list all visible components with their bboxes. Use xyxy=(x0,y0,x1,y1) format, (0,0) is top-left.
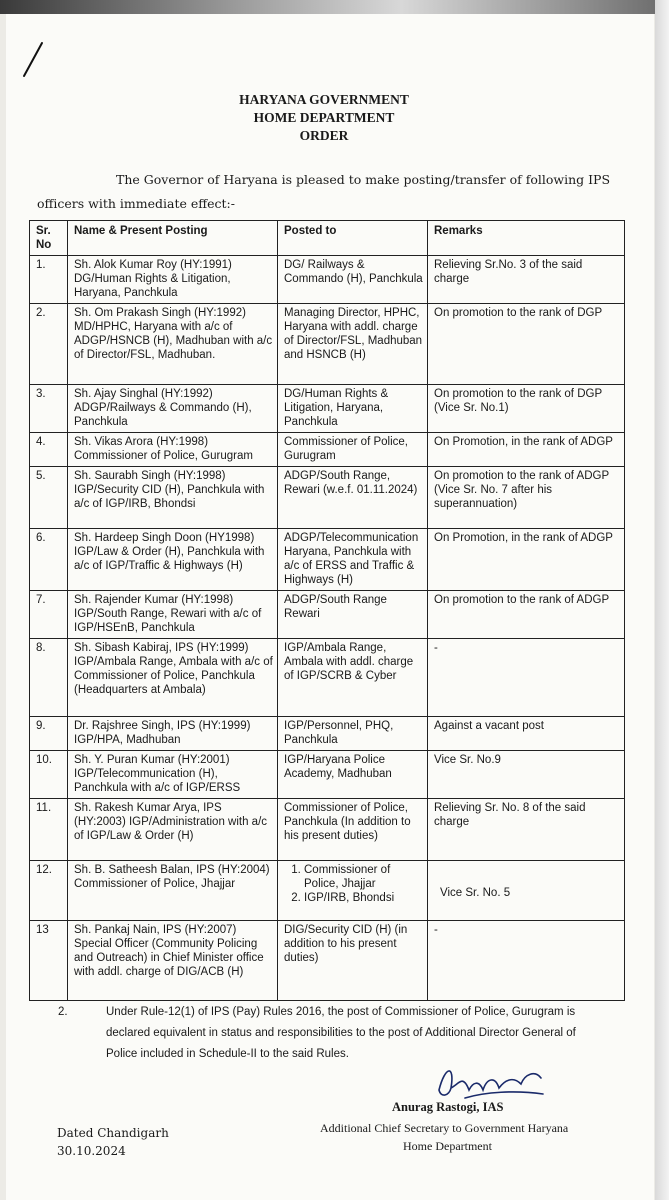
cell-posted-to: DIG/Security CID (H) (in addition to his present duties) xyxy=(278,921,428,1001)
cell-remarks: - xyxy=(428,639,625,717)
cell-sr: 10. xyxy=(30,751,68,799)
table-row xyxy=(30,751,625,799)
cell-posted-to: IGP/Personnel, PHQ, Panchkula xyxy=(278,717,428,751)
table-row xyxy=(30,385,625,433)
header-sr-no: Sr. No xyxy=(30,221,68,256)
cell-name: Sh. Alok Kumar Roy (HY:1991) DG/Human Rights & Litigation, Haryana, Panchkula xyxy=(68,256,278,304)
cell-name: Sh. Hardeep Singh Doon (HY1998) IGP/Law & Order (H), Panchkula with a/c of IGP/Traffic & Highways (H) xyxy=(68,529,278,591)
cell-posted-to xyxy=(278,861,428,921)
cell-sr: 2. xyxy=(30,304,68,385)
paragraph-2-line-3: Police included in Schedule-II to the said Rules. xyxy=(106,1048,349,1060)
paragraph-2-number: 2. xyxy=(58,1006,68,1018)
cell-sr: 1. xyxy=(30,256,68,304)
cell-sr: 4. xyxy=(30,433,68,467)
paragraph-2-line-1: Under Rule-12(1) of IPS (Pay) Rules 2016, the post of Commissioner of Police, Gurugram is xyxy=(106,1006,576,1018)
header-name-present-posting: Name & Present Posting xyxy=(68,221,278,256)
table-header-row xyxy=(30,221,625,256)
cell-remarks: On promotion to the rank of ADGP (Vice Sr. No. 7 after his superannuation) xyxy=(428,467,625,529)
table-row xyxy=(30,433,625,467)
cell-name: Sh. Vikas Arora (HY:1998) Commissioner of Police, Gurugram xyxy=(68,433,278,467)
cell-name: Sh. B. Satheesh Balan, IPS (HY:2004) Commissioner of Police, Jhajjar xyxy=(68,861,278,921)
dated-date: 30.10.2024 xyxy=(57,1144,126,1158)
table-row xyxy=(30,467,625,529)
cell-remarks: - xyxy=(428,921,625,1001)
cell-posted-to: IGP/Ambala Range, Ambala with addl. charge of IGP/SCRB & Cyber xyxy=(278,639,428,717)
cell-sr: 5. xyxy=(30,467,68,529)
cell-sr: 9. xyxy=(30,717,68,751)
list-item: 1. Commissioner of Police, Jhajjar xyxy=(304,863,423,891)
intro-line-1: The Governor of Haryana is pleased to make posting/transfer of following IPS xyxy=(116,172,611,187)
cell-name: Sh. Om Prakash Singh (HY:1992) MD/HPHC, Haryana with a/c of ADGP/HSNCB (H), Madhuban with a/c of Director/FSL, Madhuban. xyxy=(68,304,278,385)
posting-table xyxy=(29,220,625,1001)
table-row xyxy=(30,639,625,717)
cell-posted-to: DG/ Railways & Commando (H), Panchkula xyxy=(278,256,428,304)
cell-remarks: Against a vacant post xyxy=(428,717,625,751)
cell-sr: 8. xyxy=(30,639,68,717)
header-posted-to: Posted to xyxy=(278,221,428,256)
scan-top-edge xyxy=(0,0,669,14)
cell-name: Dr. Rajshree Singh, IPS (HY:1999) IGP/HPA, Madhuban xyxy=(68,717,278,751)
dated-place: Dated Chandigarh xyxy=(57,1126,169,1140)
table-row xyxy=(30,799,625,861)
paragraph-2-line-2: declared equivalent in status and responsibilities to the post of Additional Director General of xyxy=(106,1027,576,1039)
intro-line-2: officers with immediate effect:- xyxy=(37,196,235,211)
cell-sr: 11. xyxy=(30,799,68,861)
header-line-1: HARYANA GOVERNMENT xyxy=(239,92,409,107)
list-item: 2. IGP/IRB, Bhondsi xyxy=(304,891,423,905)
posted-to-list xyxy=(284,863,423,905)
cell-posted-to: ADGP/South Range Rewari xyxy=(278,591,428,639)
cell-remarks: Vice Sr. No.9 xyxy=(428,751,625,799)
cell-name: Sh. Pankaj Nain, IPS (HY:2007) Special Officer (Community Policing and Outreach) in Chief Minister office with addl. charge of DIG/ACB (H) xyxy=(68,921,278,1001)
scan-right-edge xyxy=(655,0,669,1200)
cell-remarks: On promotion to the rank of DGP (Vice Sr. No.1) xyxy=(428,385,625,433)
header-line-2: HOME DEPARTMENT xyxy=(253,110,395,125)
cell-posted-to: IGP/Haryana Police Academy, Madhuban xyxy=(278,751,428,799)
cell-posted-to: Commissioner of Police, Panchkula (In addition to his present duties) xyxy=(278,799,428,861)
cell-sr: 3. xyxy=(30,385,68,433)
table-row xyxy=(30,717,625,751)
cell-remarks: Relieving Sr. No. 8 of the said charge xyxy=(428,799,625,861)
cell-sr: 6. xyxy=(30,529,68,591)
cell-name: Sh. Saurabh Singh (HY:1998) IGP/Security CID (H), Panchkula with a/c of IGP/IRB, Bhondsi xyxy=(68,467,278,529)
cell-sr: 7. xyxy=(30,591,68,639)
table-row xyxy=(30,861,625,921)
cell-remarks: On promotion to the rank of ADGP xyxy=(428,591,625,639)
cell-name: Sh. Ajay Singhal (HY:1992) ADGP/Railways & Commando (H), Panchkula xyxy=(68,385,278,433)
cell-remarks: Vice Sr. No. 5 xyxy=(428,861,625,921)
header-line-3: ORDER xyxy=(299,128,349,143)
table-row xyxy=(30,921,625,1001)
cell-posted-to: Commissioner of Police, Gurugram xyxy=(278,433,428,467)
cell-name: Sh. Y. Puran Kumar (HY:2001) IGP/Telecommunication (H), Panchkula with a/c of IGP/ERSS xyxy=(68,751,278,799)
cell-posted-to: DG/Human Rights & Litigation, Haryana, Panchkula xyxy=(278,385,428,433)
table-row xyxy=(30,304,625,385)
cell-sr: 13 xyxy=(30,921,68,1001)
signatory-department: Home Department xyxy=(403,1139,492,1153)
table-row xyxy=(30,591,625,639)
cell-name: Sh. Rajender Kumar (HY:1998) IGP/South Range, Rewari with a/c of IGP/HSEnB, Panchkula xyxy=(68,591,278,639)
cell-posted-to: ADGP/South Range, Rewari (w.e.f. 01.11.2024) xyxy=(278,467,428,529)
cell-name: Sh. Sibash Kabiraj, IPS (HY:1999) IGP/Ambala Range, Ambala with a/c of Commissioner of Police, Panchkula (Headquarters at Ambala) xyxy=(68,639,278,717)
table-row xyxy=(30,529,625,591)
cell-remarks: On promotion to the rank of DGP xyxy=(428,304,625,385)
cell-remarks: On Promotion, in the rank of ADGP xyxy=(428,433,625,467)
cell-posted-to: ADGP/Telecommunication Haryana, Panchkula with a/c of ERSS and Traffic & Highways (H) xyxy=(278,529,428,591)
header-remarks: Remarks xyxy=(428,221,625,256)
signatory-name: Anurag Rastogi, IAS xyxy=(392,1100,504,1114)
cell-remarks: On Promotion, in the rank of ADGP xyxy=(428,529,625,591)
table-row xyxy=(30,256,625,304)
cell-remarks: Relieving Sr.No. 3 of the said charge xyxy=(428,256,625,304)
signatory-designation: Additional Chief Secretary to Government Haryana xyxy=(320,1121,569,1135)
cell-sr: 12. xyxy=(30,861,68,921)
cell-name: Sh. Rakesh Kumar Arya, IPS (HY:2003) IGP/Administration with a/c of IGP/Law & Order (H) xyxy=(68,799,278,861)
cell-posted-to: Managing Director, HPHC, Haryana with addl. charge of Director/FSL, Madhuban and HSNCB (H) xyxy=(278,304,428,385)
pen-stroke-mark xyxy=(18,40,48,80)
